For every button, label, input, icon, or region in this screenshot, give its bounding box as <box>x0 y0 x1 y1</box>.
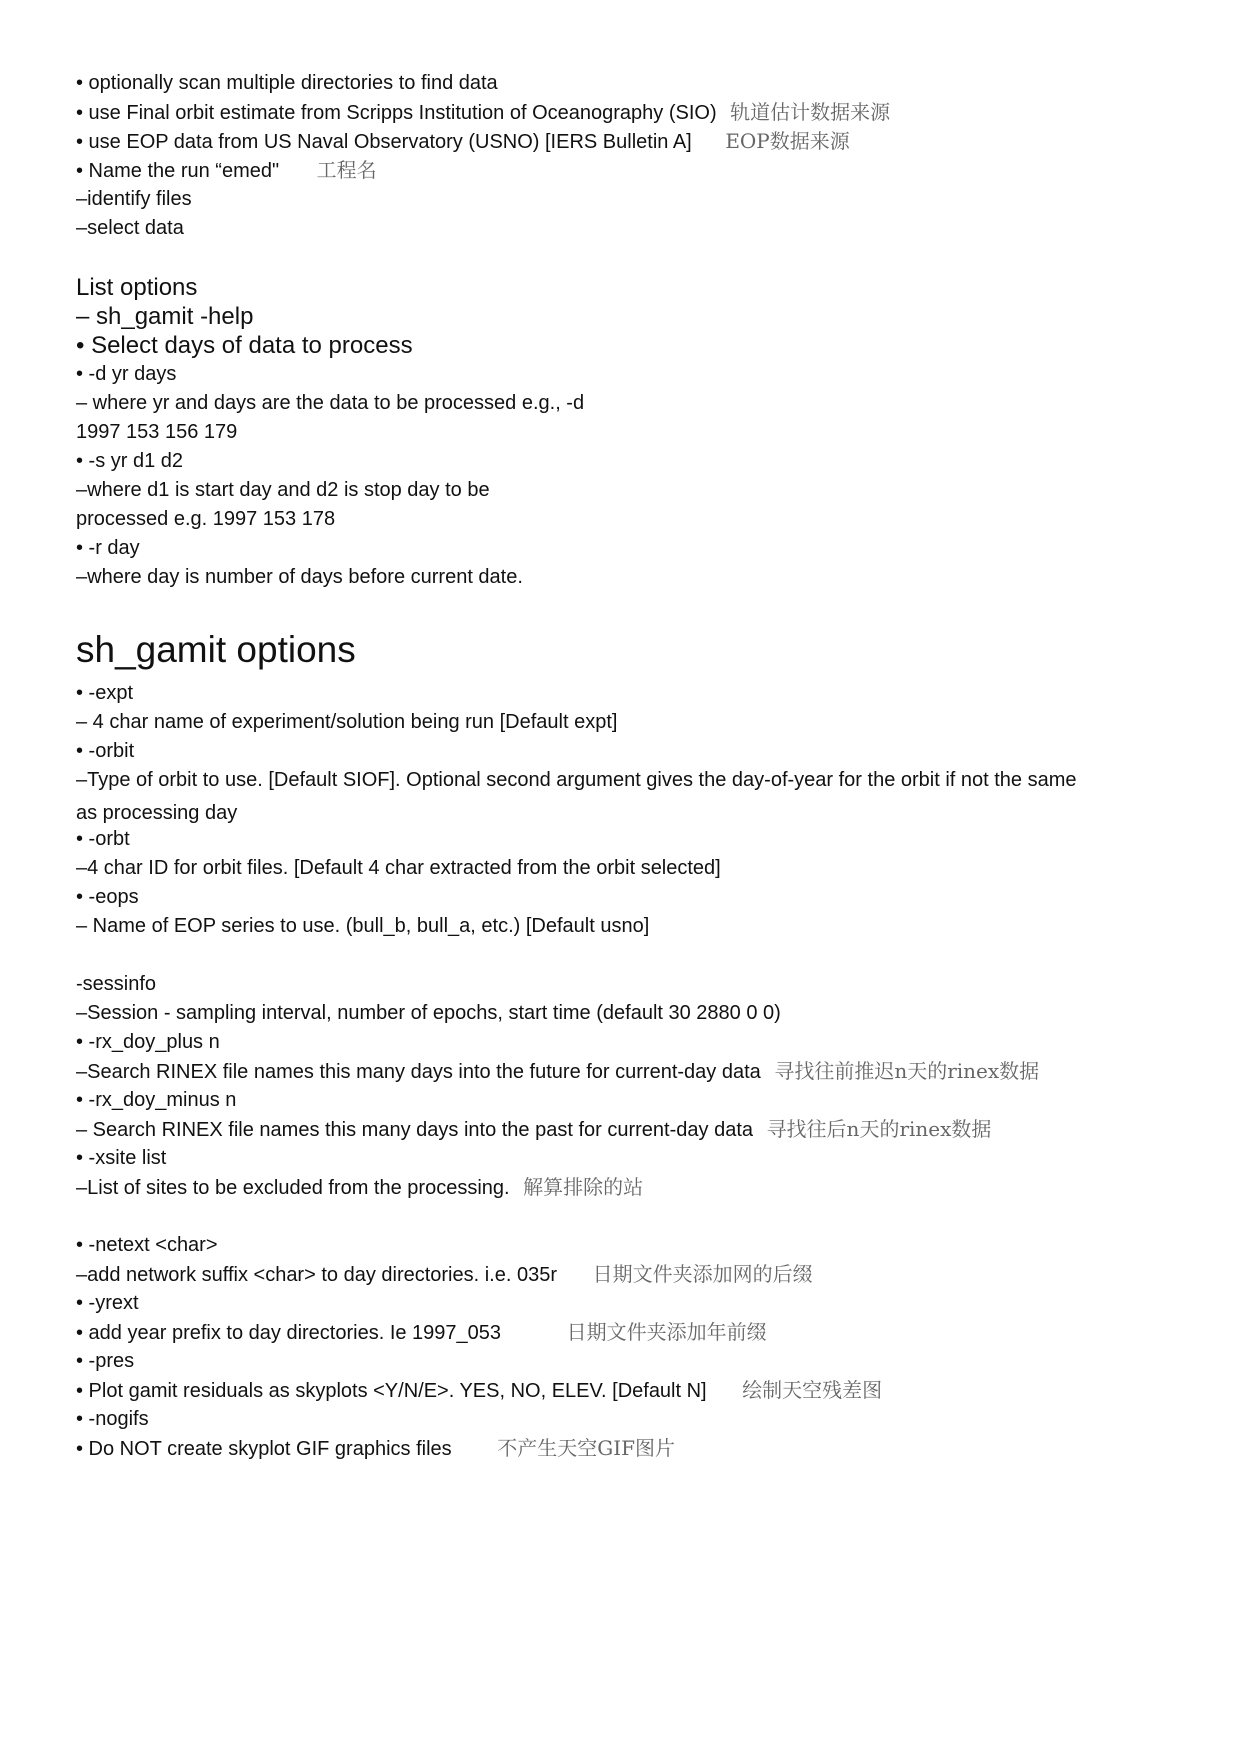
text-line: • -pres <box>76 1350 135 1372</box>
bullet-text: • Name the run “emed" <box>76 160 280 182</box>
chinese-annotation: 轨道估计数据来源 <box>730 100 891 124</box>
option-description: • Do NOT create skyplot GIF graphics files <box>76 1438 452 1460</box>
text-line: 1997 153 156 179 <box>76 421 238 443</box>
text-line <box>76 1117 991 1142</box>
option-description: • Plot gamit residuals as skyplots <Y/N/E>. YES, NO, ELEV. [Default N] <box>76 1380 707 1402</box>
section-subtitle: List options <box>76 274 198 301</box>
text-line: –Session - sampling interval, number of epochs, start time (default 30 2880 0 0) <box>76 1002 781 1024</box>
text-line <box>76 1320 767 1345</box>
text-line: • -r day <box>76 537 140 559</box>
text-line <box>76 216 184 240</box>
text-line: • Select days of data to process <box>76 332 413 359</box>
chinese-annotation: 解算排除的站 <box>523 1175 644 1199</box>
text-line <box>76 1436 675 1461</box>
text-line <box>76 100 890 125</box>
text-line <box>76 1262 813 1287</box>
text-line: • -orbt <box>76 828 130 850</box>
text-line: • -s yr d1 d2 <box>76 450 184 472</box>
option-description: • add year prefix to day directories. Ie 1997_053 <box>76 1322 502 1344</box>
text-line: • -nogifs <box>76 1408 149 1430</box>
text-line <box>76 129 850 154</box>
text-line: • -eops <box>76 886 139 908</box>
bullet-text: • use Final orbit estimate from Scripps Institution of Oceanography (SIO) <box>76 102 717 124</box>
option-description: –Search RINEX file names this many days into the future for current-day data <box>76 1061 761 1083</box>
section-heading: sh_gamit options <box>76 629 356 670</box>
text-line: • -orbit <box>76 740 135 762</box>
chinese-annotation: 工程名 <box>316 158 377 182</box>
text-line: • -rx_doy_plus n <box>76 1031 220 1053</box>
bullet-text: • use EOP data from US Naval Observatory (USNO) [IERS Bulletin A] <box>76 131 692 153</box>
text-line <box>76 71 498 95</box>
sub-item-text: –identify files <box>76 188 192 210</box>
text-line: – sh_gamit -help <box>76 303 254 330</box>
chinese-annotation: 日期文件夹添加网的后缀 <box>592 1262 813 1286</box>
text-line: – 4 char name of experiment/solution being run [Default expt] <box>76 711 618 733</box>
text-line: • -yrext <box>76 1292 139 1314</box>
sub-item-text: –select data <box>76 217 184 239</box>
text-line: –where d1 is start day and d2 is stop day to be <box>76 479 490 501</box>
chinese-annotation: 寻找往前推迟n天的rinex数据 <box>774 1059 1040 1083</box>
option-description: –add network suffix <char> to day directories. i.e. 035r <box>76 1264 558 1286</box>
text-line <box>76 187 192 211</box>
text-line: • -expt <box>76 682 134 704</box>
text-line <box>76 158 377 183</box>
text-line <box>76 1059 1039 1084</box>
text-line: • -netext <char> <box>76 1234 218 1256</box>
text-line <box>76 1175 643 1200</box>
text-line: • -xsite list <box>76 1147 167 1169</box>
text-line: –where day is number of days before current date. <box>76 566 523 588</box>
text-line: –4 char ID for orbit files. [Default 4 char extracted from the orbit selected] <box>76 857 721 879</box>
option-description: – Search RINEX file names this many days into the past for current-day data <box>76 1119 753 1141</box>
chinese-annotation: 绘制天空残差图 <box>742 1378 883 1402</box>
text-line: • -rx_doy_minus n <box>76 1089 237 1111</box>
text-line: – Name of EOP series to use. (bull_b, bull_a, etc.) [Default usno] <box>76 915 650 937</box>
text-line: – where yr and days are the data to be processed e.g., -d <box>76 392 585 414</box>
text-line: -sessinfo <box>76 973 157 995</box>
chinese-annotation: 不产生天空GIF图片 <box>497 1436 675 1460</box>
chinese-annotation: EOP数据来源 <box>725 129 850 153</box>
text-line: processed e.g. 1997 153 178 <box>76 508 336 530</box>
text-line: • -d yr days <box>76 363 177 385</box>
bullet-text: • optionally scan multiple directories to find data <box>76 72 498 94</box>
chinese-annotation: 日期文件夹添加年前缀 <box>566 1320 767 1344</box>
text-paragraph: –Type of orbit to use. [Default SIOF]. Optional second argument gives the day-of-year for the orbit if not the same as processing day <box>76 769 1077 824</box>
chinese-annotation: 寻找往后n天的rinex数据 <box>766 1117 992 1141</box>
text-line <box>76 1378 882 1403</box>
option-description: –List of sites to be excluded from the processing. <box>76 1177 510 1199</box>
